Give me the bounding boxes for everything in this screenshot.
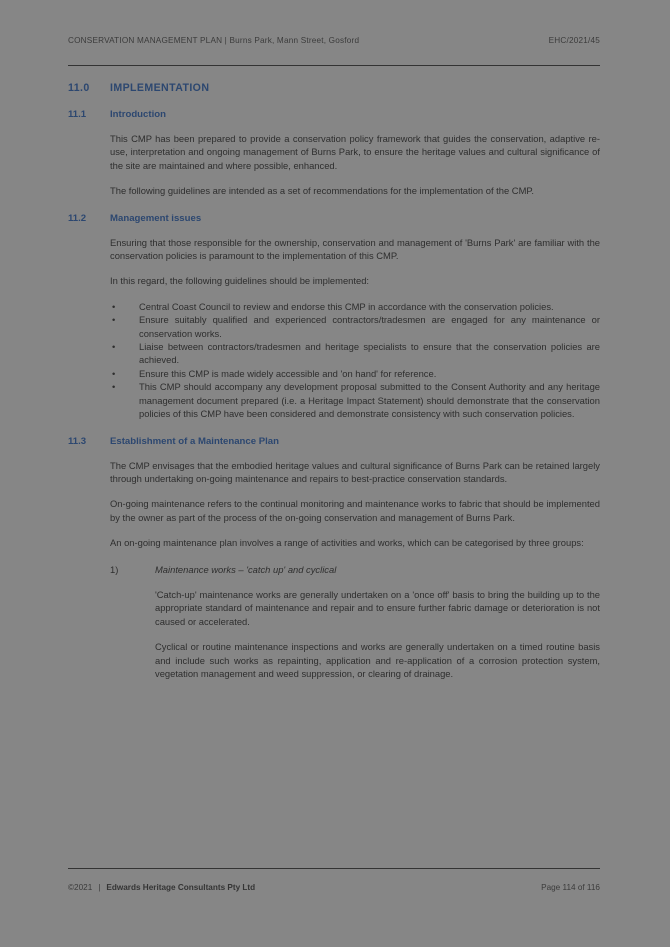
paragraph: An on-going maintenance plan involves a range of activities and works, which can be categorised by three groups:	[110, 537, 584, 549]
bullet-item	[110, 313, 600, 340]
paragraph: The following guidelines are intended as a set of recommendations for the implementation of the CMP.	[110, 185, 535, 197]
paragraph: Ensuring that those responsible for the ownership, conservation and management of 'Burns Park' are familiar with the conservation policies is paramount to the implementation of this CMP.	[110, 236, 600, 262]
header-doc-ref: EHC/2021/45	[548, 36, 600, 45]
section-introduction	[68, 109, 600, 198]
numbered-item-paragraph: 'Catch-up' maintenance works are generally undertaken on a 'once off' basis to bring the building up to the appropriate standard of maintenance and repair and to ensure further fabric damage or deterioration is not caused or accelerated.	[155, 588, 600, 627]
bullet-item	[110, 340, 600, 367]
section-number: 11.2	[68, 212, 87, 224]
bullet-text: This CMP should accompany any development proposal submitted to the Consent Authority and any heritage management document prepared (i.e. a Heritage Impact Statement) should demonstrate that the conservation policies of this CMP have been considered and demonstrate consistency with such conservation policies.	[139, 381, 600, 420]
paragraph: This CMP has been prepared to provide a conservation policy framework that guides the conservation, adaptive re-use, interpretation and ongoing management of Burns Park, to ensure the heritage values and cultural significance of the site are maintained and where possible, enhanced.	[110, 133, 600, 171]
page-content	[68, 36, 600, 680]
section-body	[110, 459, 600, 681]
bullet-text: Ensure this CMP is made widely accessible and 'on hand' for reference.	[139, 367, 437, 379]
footer-rule	[68, 868, 600, 869]
bullet-item	[110, 300, 600, 313]
bullet-list	[110, 300, 600, 421]
numbered-item	[110, 563, 600, 681]
bullet-text: Liaise between contractors/tradesmen and heritage specialists to ensure that the conservation policies are achieved.	[139, 341, 600, 366]
footer-copyright: ©2021	[68, 883, 93, 892]
section-body	[110, 132, 600, 198]
section-heading	[68, 213, 600, 224]
bullet-marker: •	[112, 341, 116, 353]
section-heading	[68, 436, 600, 447]
section-body	[110, 236, 600, 421]
footer-company: Edwards Heritage Consultants Pty Ltd	[106, 883, 256, 892]
bullet-marker: •	[112, 381, 116, 393]
header-rule	[68, 65, 600, 66]
header-title: CONSERVATION MANAGEMENT PLAN | Burns Park, Mann Street, Gosford	[68, 36, 360, 45]
numbered-item-heading-row	[110, 563, 600, 576]
footer-separator: |	[98, 883, 101, 892]
section-title: Management issues	[110, 212, 202, 224]
section-maintenance-plan	[68, 436, 600, 681]
paragraph: In this regard, the following guidelines should be implemented:	[110, 275, 370, 287]
page-footer	[68, 868, 600, 892]
page-header	[68, 36, 600, 45]
section-management-issues	[68, 213, 600, 421]
numbered-item-paragraph: Cyclical or routine maintenance inspections and works are generally undertaken on a timed routine basis and include such works as repainting, application and re-application of a corrosion protection system, vegetation management and weed suppression, or clearing of drainage.	[155, 641, 600, 679]
section-heading	[68, 109, 600, 120]
bullet-marker: •	[112, 367, 116, 379]
footer-row	[68, 883, 600, 892]
section-title: Establishment of a Maintenance Plan	[110, 435, 279, 447]
bullet-marker: •	[112, 300, 116, 312]
bullet-text: Central Coast Council to review and endorse this CMP in accordance with the conservation policies.	[139, 300, 554, 312]
chapter-title: IMPLEMENTATION	[110, 82, 210, 94]
bullet-item	[110, 367, 600, 380]
footer-page-info: Page 114 of 116	[541, 883, 600, 892]
chapter-number: 11.0	[68, 82, 90, 94]
chapter-heading	[68, 82, 600, 94]
numbered-item-heading: Maintenance works – 'catch up' and cyclical	[155, 563, 337, 575]
paragraph: On-going maintenance refers to the continual monitoring and maintenance works to fabric that should be implemented by the owner as part of the process of the on-going conservation and management of Burns Park.	[110, 498, 600, 523]
section-title: Introduction	[110, 109, 166, 120]
bullet-item	[110, 380, 600, 420]
bullet-text: Ensure suitably qualified and experienced contractors/tradesmen are engaged for any maintenance or conservation works.	[139, 314, 600, 339]
section-number: 11.1	[68, 109, 87, 120]
section-number: 11.3	[68, 435, 87, 447]
bullet-marker: •	[112, 314, 116, 326]
numbered-item-body	[155, 588, 600, 680]
paragraph: The CMP envisages that the embodied heritage values and cultural significance of Burns Park can be retained largely through undertaking on-going maintenance and repairs to best-practice conservation standards.	[110, 459, 600, 484]
footer-left	[68, 883, 255, 892]
numbered-item-label: 1)	[110, 563, 119, 575]
